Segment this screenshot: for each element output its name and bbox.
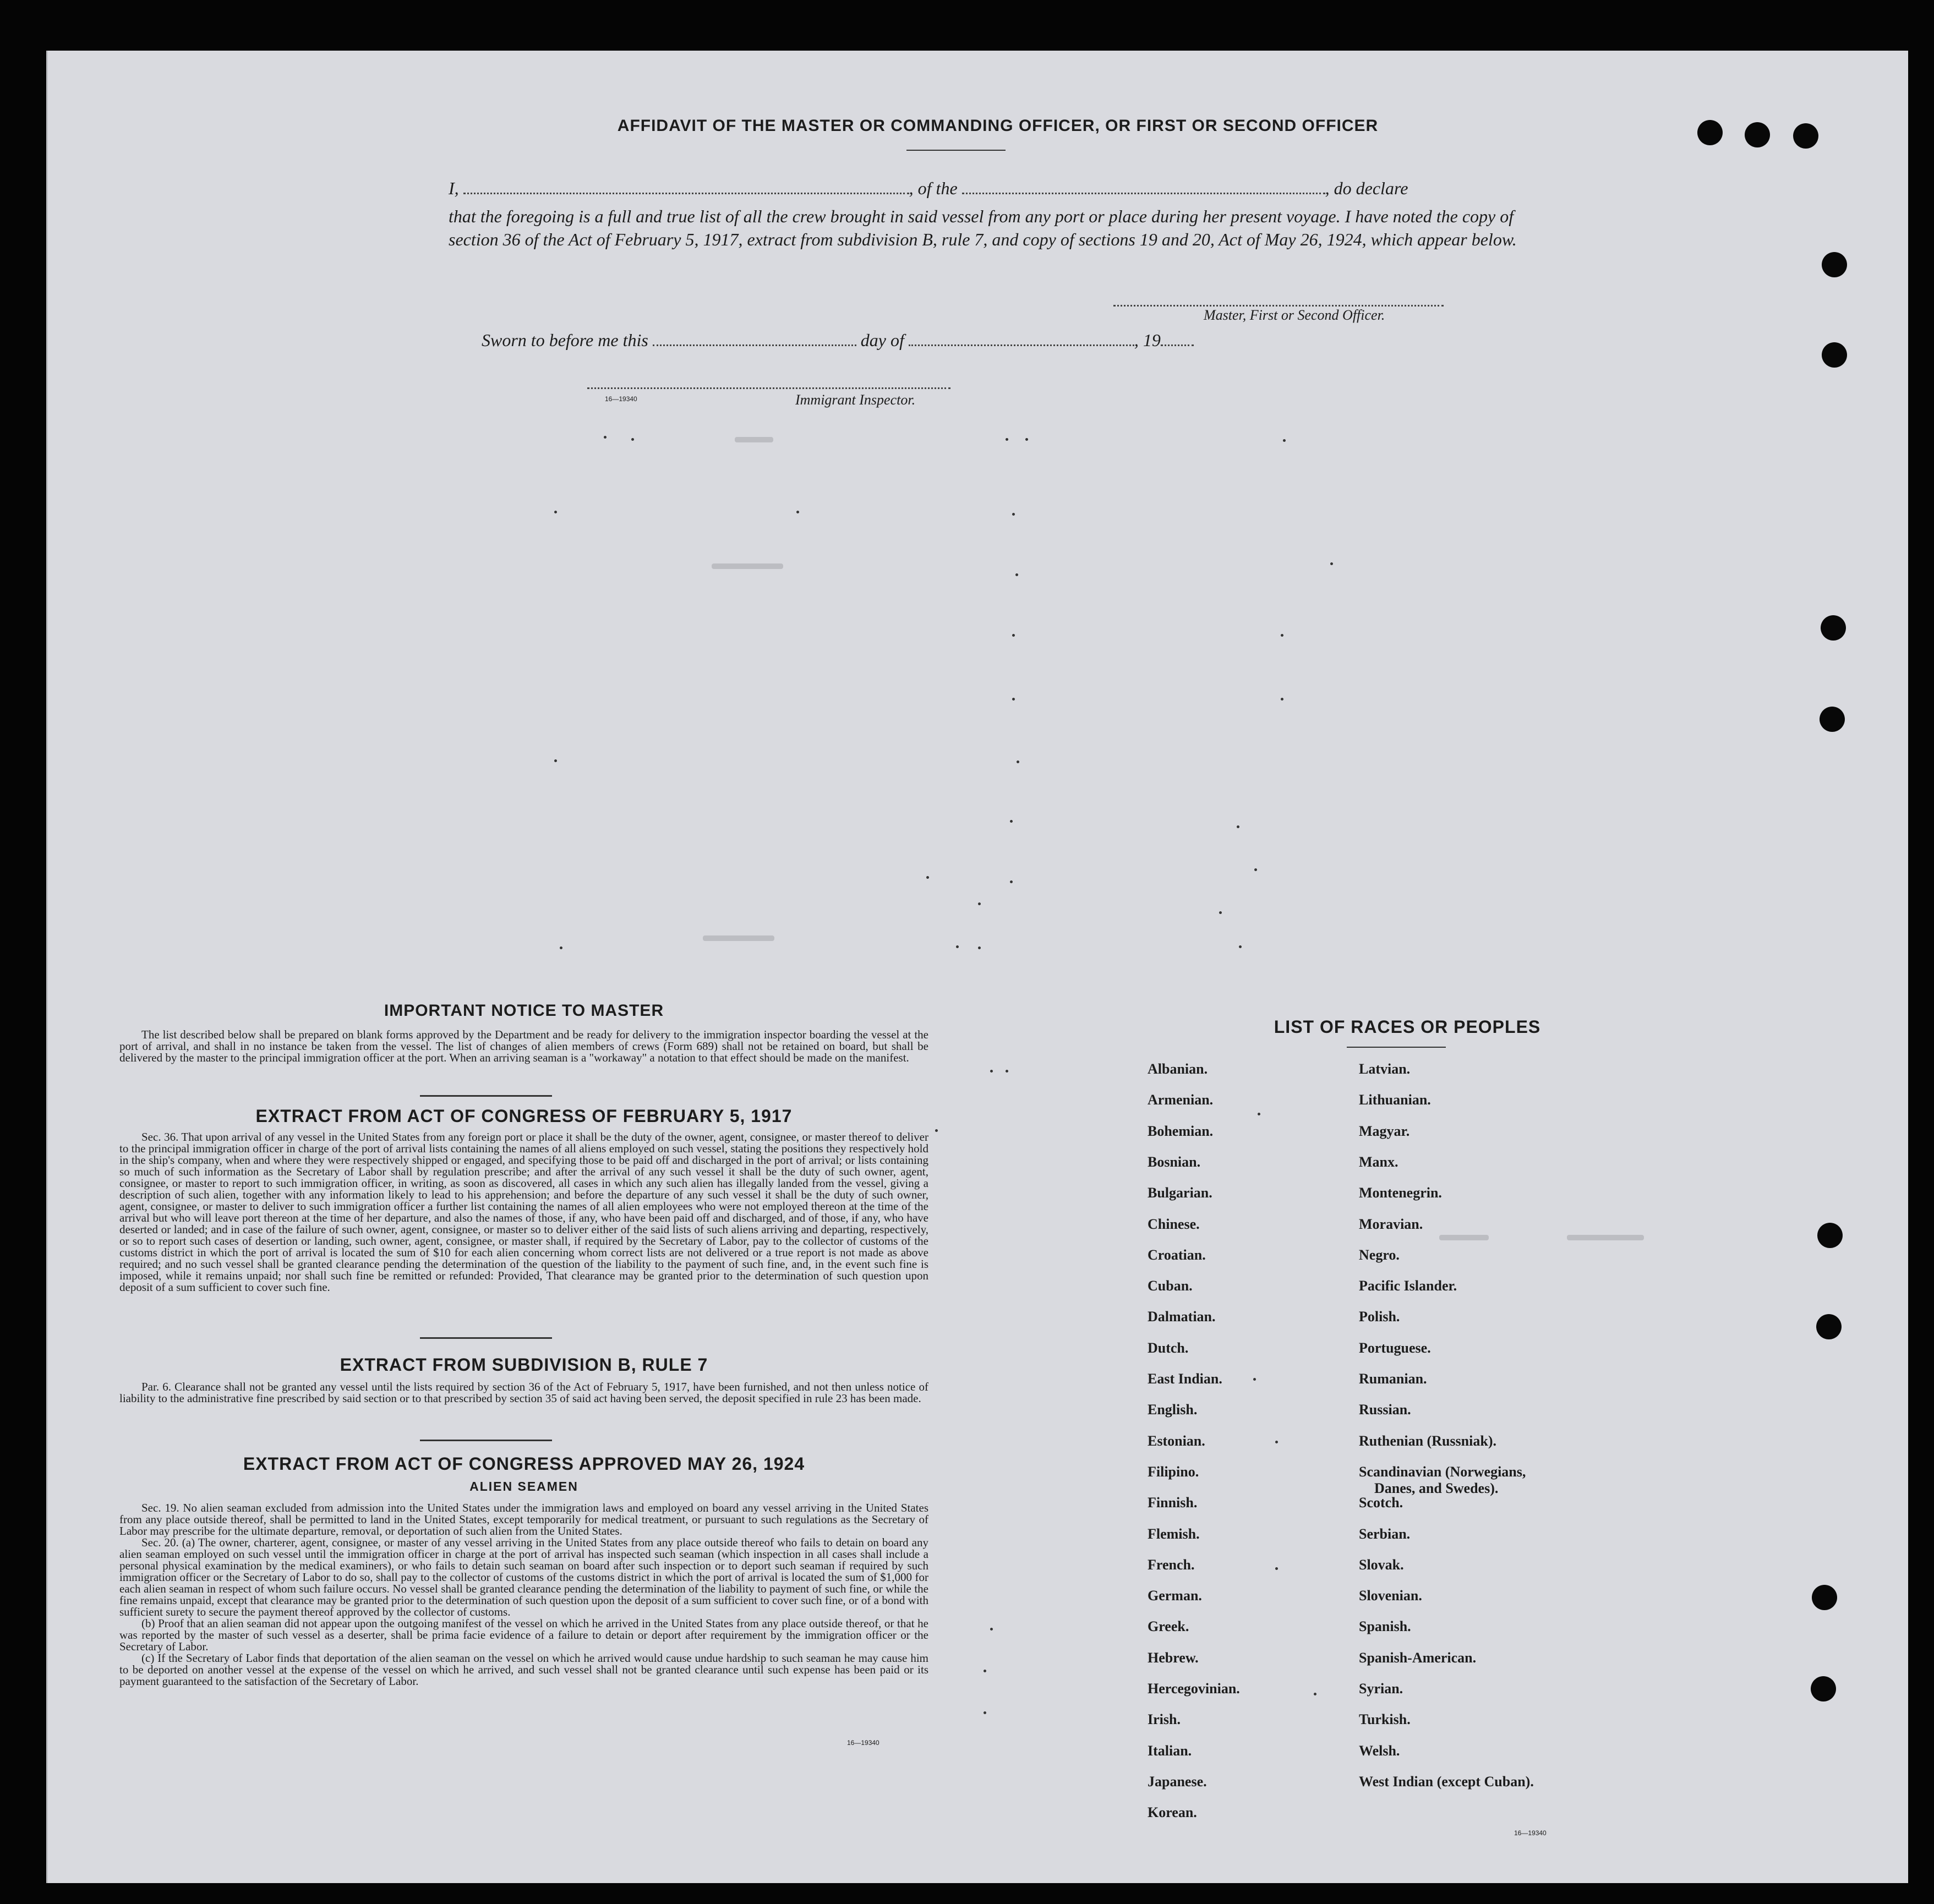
scan-speck: [956, 945, 959, 948]
race-left-item: Cuban.: [1148, 1278, 1193, 1294]
sworn-year-label: , 19: [1134, 330, 1161, 350]
race-right-item: Spanish-American.: [1359, 1650, 1477, 1666]
affidavit-declaration-line: [449, 178, 1522, 199]
divider: [420, 1095, 552, 1097]
punch-hole: [1812, 1585, 1837, 1610]
race-right-item: Spanish.: [1359, 1618, 1411, 1634]
races-title: LIST OF RACES OR PEOPLES: [1274, 1017, 1541, 1037]
title-underline: [906, 150, 1006, 151]
sworn-day-field[interactable]: [653, 332, 856, 346]
scan-speck: [990, 1628, 993, 1631]
notice-title: IMPORTANT NOTICE TO MASTER: [384, 1002, 664, 1020]
scan-smudge: [1567, 1235, 1644, 1240]
punch-hole: [1820, 707, 1845, 732]
scan-speck: [1275, 1441, 1278, 1443]
race-right-item: Polish.: [1359, 1309, 1400, 1325]
scan-speck: [978, 946, 981, 949]
scan-smudge: [1439, 1235, 1489, 1240]
affidavit-body: that the foregoing is a full and true list of all the crew brought in said vessel from any port or place during her present voyage. I have noted the copy of section 36 of the Act of February 5, 1917, extract from subdivision B, rule 7, and copy of sections 19 and 20, Act of May 26, 1924, which appear below.: [449, 206, 1517, 249]
scan-speck: [1258, 1113, 1260, 1115]
scan-speck: [560, 946, 562, 949]
race-right-item: Scandinavian (Norwegians,: [1359, 1464, 1526, 1480]
race-left-item: Dalmatian.: [1148, 1309, 1216, 1325]
race-right-item: Serbian.: [1359, 1526, 1411, 1542]
scan-speck: [984, 1670, 986, 1672]
punch-hole: [1817, 1223, 1843, 1248]
punch-hole-top-3: [1793, 123, 1818, 149]
scan-speck: [984, 1711, 986, 1714]
sec-20a-text: Sec. 20. (a) The owner, charterer, agent, consignee, or master of any vessel arriving in the United States from any place outside thereof who fails to detain on board any alien seaman employed on such vessel until the immigration officer in charge at the port of arrival has inspected such seaman (which inspection in all cases shall include a personal physical examination by the medical examiners), or who fails to detain such seaman on board after such inspection or to deport such seaman if required by such immigration officer or the Secretary of Labor to do so, shall pay to the collector of customs of the customs district in which the port of arrival is located the sum of $1,000 for each alien seaman in respect of whom such failure occurs. No vessel shall be granted clearance pending the determination of the liability to payment of such fine, or while the fine remains unpaid, except that clearance may be granted prior to the determination of such question upon the deposit of a sum sufficient to cover such fine, or of a bond with sufficient surety to secure the payment thereof approved by the collector of customs.: [119, 1536, 928, 1618]
scan-speck: [631, 438, 634, 441]
inspector-signature-line[interactable]: [587, 387, 950, 389]
races-form-number: 16—19340: [1514, 1829, 1547, 1837]
scan-speck: [1025, 438, 1028, 441]
race-left-item: Finnish.: [1148, 1495, 1198, 1511]
scan-speck: [1010, 880, 1013, 883]
race-left-item: Filipino.: [1148, 1464, 1199, 1480]
sec-20c-text: (c) If the Secretary of Labor finds that deportation of the alien seaman on the vessel on which he arrived would cause undue hardship to such seaman he may cause him to be deported on another vessel at the expense of the vessel on which he arrived, and such vessel shall not be granted clearance until such expense has been paid or its payment guaranteed to the satisfaction of the Secretary of Labor.: [119, 1651, 928, 1688]
scan-speck: [1012, 513, 1015, 516]
race-right-item: Negro.: [1359, 1247, 1400, 1263]
race-left-item: Greek.: [1148, 1618, 1189, 1634]
master-signature-caption: Master, First or Second Officer.: [1204, 307, 1385, 323]
sworn-month-field[interactable]: [909, 332, 1134, 346]
race-left-item: Bosnian.: [1148, 1154, 1201, 1170]
race-left-item: English.: [1148, 1402, 1198, 1418]
vessel-name-field[interactable]: [962, 180, 1325, 194]
race-right-item: Magyar.: [1359, 1123, 1410, 1139]
race-right-item: Syrian.: [1359, 1681, 1403, 1697]
scan-speck: [1314, 1693, 1316, 1695]
race-left-item: Estonian.: [1148, 1433, 1205, 1449]
sworn-day-label: day of: [860, 330, 904, 350]
alien-seamen-subtitle: ALIEN SEAMEN: [469, 1479, 578, 1493]
inspector-caption: Immigrant Inspector.: [795, 392, 916, 408]
notice-section: [119, 1029, 928, 1064]
race-right-item: Manx.: [1359, 1154, 1398, 1170]
race-right-item: Lithuanian.: [1359, 1092, 1431, 1108]
scan-speck: [1283, 439, 1286, 442]
race-left-item: Hercegovinian.: [1148, 1681, 1240, 1697]
punch-hole: [1821, 615, 1846, 641]
race-left-item: Chinese.: [1148, 1216, 1200, 1232]
race-right-item: Latvian.: [1359, 1061, 1411, 1077]
race-left-item: Irish.: [1148, 1711, 1181, 1727]
race-right-item: Rumanian.: [1359, 1371, 1427, 1387]
scan-speck: [978, 902, 981, 905]
of-the-label: , of the: [909, 178, 958, 198]
race-left-item: Armenian.: [1148, 1092, 1214, 1108]
scan-speck: [1275, 1567, 1278, 1570]
sec-36-text: Sec. 36. That upon arrival of any vessel in the United States from any foreign port or place it shall be the duty of the owner, agent, consignee, or master thereof to deliver to the principal immigration officer in charge of the port of arrival lists containing the names of all aliens employed on such vessel, stating the positions they respectively hold in the ship's company, when and where they were respectively shipped or engaged, and specifying those to be paid off and discharged in the port of arrival; or lists containing so much of such information as the Secretary of Labor shall by regulation prescribe; and after the arrival of any such vessel it shall be the duty of such owner, agent, consignee, or master to report to such immigration officer, in writing, as soon as discovered, all cases in which any such alien has illegally landed from the vessel, giving a description of such alien, together with any information likely to lead to his apprehension; and before the departure of any such vessel it shall be the duty of such owner, agent, consignee, or master to deliver to such immigration officer a further list containing the names of all alien employees who were not employed thereon at the time of the arrival but who will leave port thereon at the time of her departure, and also the names of those, if any, who have been paid off and discharged, and of those, if any, who have deserted or landed; and in case of the failure of such owner, agent, consignee, or master so to deliver either of the said lists of such aliens arriving and departing, respectively, or so to report such cases of desertion or landing, such owner, agent, consignee, or master shall, if required by the Secretary of Labor, pay to the collector of customs of the customs district in which the port of arrival is located the sum of $10 for each alien concerning whom correct lists are not delivered or a true report is not made as above required; and no such vessel shall be granted clearance pending the determination of the question of the liability to the payment of such fine, and, in the event such fine is imposed, while it remains unpaid; nor shall such fine be remitted or refunded: Provided, That clearance may be granted prior to the determination of such question upon deposit of a sum sufficient to cover such fine.: [119, 1130, 928, 1294]
scan-speck: [796, 511, 799, 513]
scan-smudge: [735, 437, 773, 442]
sec-20b-text: (b) Proof that an alien seaman did not appear upon the outgoing manifest of the vessel on which he arrived in the United States from any place outside thereof, or that he was reported by the master of such vessel as a deserter, shall be prima facie evidence of a failure to detain or deport after requirement by the immigration officer or the Secretary of Labor.: [119, 1617, 928, 1653]
scan-speck: [1253, 1378, 1256, 1381]
scan-smudge: [703, 935, 774, 941]
scan-smudge: [712, 563, 783, 569]
race-left-item: Korean.: [1148, 1804, 1197, 1820]
notice-text: The list described below shall be prepared on blank forms approved by the Department and be ready for delivery to the immigration inspector boarding the vessel at the port of arrival, and shall in no instance be taken from the vessel. The list of changes of alien members of crews (Form 689) shall not be retained on board, but shall be delivered by the master to the principal immigration officer at the port. When an arriving seaman is a "workaway" a notation to that effect should be made on the manifest.: [119, 1028, 928, 1064]
scan-speck: [1017, 760, 1019, 763]
race-right-item: West Indian (except Cuban).: [1359, 1774, 1534, 1790]
race-right-item: Ruthenian (Russniak).: [1359, 1433, 1496, 1449]
sworn-line: [482, 330, 1263, 351]
race-left-item: Flemish.: [1148, 1526, 1200, 1542]
race-right-item: Turkish.: [1359, 1711, 1411, 1727]
sworn-year-field[interactable]: [1161, 332, 1194, 346]
punch-hole: [1811, 1676, 1836, 1701]
race-left-item: Bohemian.: [1148, 1123, 1214, 1139]
race-left-item: Hebrew.: [1148, 1650, 1199, 1666]
declarant-name-field[interactable]: [463, 180, 909, 194]
race-left-item: Albanian.: [1148, 1061, 1208, 1077]
divider: [420, 1337, 552, 1339]
race-right-item: Moravian.: [1359, 1216, 1423, 1232]
scan-speck: [990, 1070, 993, 1073]
punch-hole-top-1: [1697, 120, 1723, 145]
race-left-item: Dutch.: [1148, 1340, 1189, 1356]
scan-speck: [1012, 634, 1015, 637]
races-underline: [1347, 1047, 1446, 1048]
race-left-item: East Indian.: [1148, 1371, 1222, 1387]
scan-speck: [1281, 634, 1283, 637]
race-left-item: Bulgarian.: [1148, 1185, 1212, 1201]
scan-speck: [1006, 1070, 1008, 1073]
affidavit-title: AFFIDAVIT OF THE MASTER OR COMMANDING OFFICER, OR FIRST OR SECOND OFFICER: [617, 117, 1379, 135]
race-left-item: French.: [1148, 1557, 1195, 1573]
race-right-item: Slovak.: [1359, 1557, 1404, 1573]
race-left-item: Italian.: [1148, 1743, 1192, 1759]
punch-hole-top-2: [1745, 122, 1770, 147]
scan-speck: [1012, 698, 1015, 701]
sec-19-text: Sec. 19. No alien seaman excluded from admission into the United States under the immigration laws and employed on board any vessel arriving in the United States from any place outside thereof, shall be permitted to land in the United States, except temporarily for medical treatment, or pursuant to such regulations as the Secretary of Labor may prescribe for the ultimate departure, removal, or deportation of such alien from the United States.: [119, 1501, 928, 1538]
scan-speck: [935, 1129, 938, 1132]
scan-speck: [554, 759, 557, 762]
race-right-item: Danes, and Swedes).: [1374, 1480, 1499, 1496]
act-1917-title: EXTRACT FROM ACT OF CONGRESS OF FEBRUARY 5, 1917: [255, 1106, 793, 1126]
scan-speck: [1330, 562, 1333, 565]
race-right-item: Scotch.: [1359, 1495, 1403, 1511]
punch-hole: [1822, 252, 1847, 277]
divider: [420, 1440, 552, 1441]
scan-speck: [604, 436, 607, 439]
race-right-item: Welsh.: [1359, 1743, 1400, 1759]
act-1917-section: [119, 1131, 928, 1293]
race-right-item: Portuguese.: [1359, 1340, 1431, 1356]
scan-speck: [1010, 820, 1013, 823]
scan-speck: [1281, 698, 1283, 701]
scan-speck: [554, 511, 557, 513]
race-left-item: Croatian.: [1148, 1247, 1206, 1263]
scan-speck: [1006, 438, 1008, 441]
scan-speck: [1239, 945, 1242, 948]
sworn-prefix: Sworn to before me this: [482, 330, 648, 350]
do-declare-label: , do declare: [1325, 178, 1408, 198]
act-1924-section: [119, 1502, 928, 1687]
punch-hole: [1822, 342, 1847, 368]
race-left-item: German.: [1148, 1588, 1202, 1604]
rule-7-section: [119, 1381, 928, 1404]
inspector-form-number: 16—19340: [605, 395, 637, 403]
scan-speck: [1015, 573, 1018, 576]
race-right-item: Pacific Islander.: [1359, 1278, 1457, 1294]
master-signature-line[interactable]: [1113, 305, 1444, 307]
race-right-item: Montenegrin.: [1359, 1185, 1442, 1201]
race-right-item: Russian.: [1359, 1402, 1411, 1418]
race-left-item: Japanese.: [1148, 1774, 1207, 1790]
left-form-number: 16—19340: [847, 1739, 879, 1747]
scan-speck: [926, 876, 929, 879]
rule-7-text: Par. 6. Clearance shall not be granted any vessel until the lists required by section 36 of the Act of February 5, 1917, have been furnished, and not then unless notice of liability to the administrative fine prescribed by said section or to that prescribed by section 35 of said act having been served, the deposit specified in rule 23 has been made.: [119, 1380, 928, 1405]
declarant-prefix: I,: [449, 178, 459, 198]
scan-speck: [1254, 868, 1257, 871]
race-right-item: Slovenian.: [1359, 1588, 1422, 1604]
form-sheet: [46, 51, 1908, 1883]
scan-speck: [1237, 825, 1239, 828]
rule-7-title: EXTRACT FROM SUBDIVISION B, RULE 7: [340, 1355, 708, 1375]
act-1924-title: EXTRACT FROM ACT OF CONGRESS APPROVED MAY 26, 1924: [243, 1454, 805, 1474]
punch-hole: [1816, 1314, 1842, 1339]
scan-speck: [1219, 911, 1222, 914]
